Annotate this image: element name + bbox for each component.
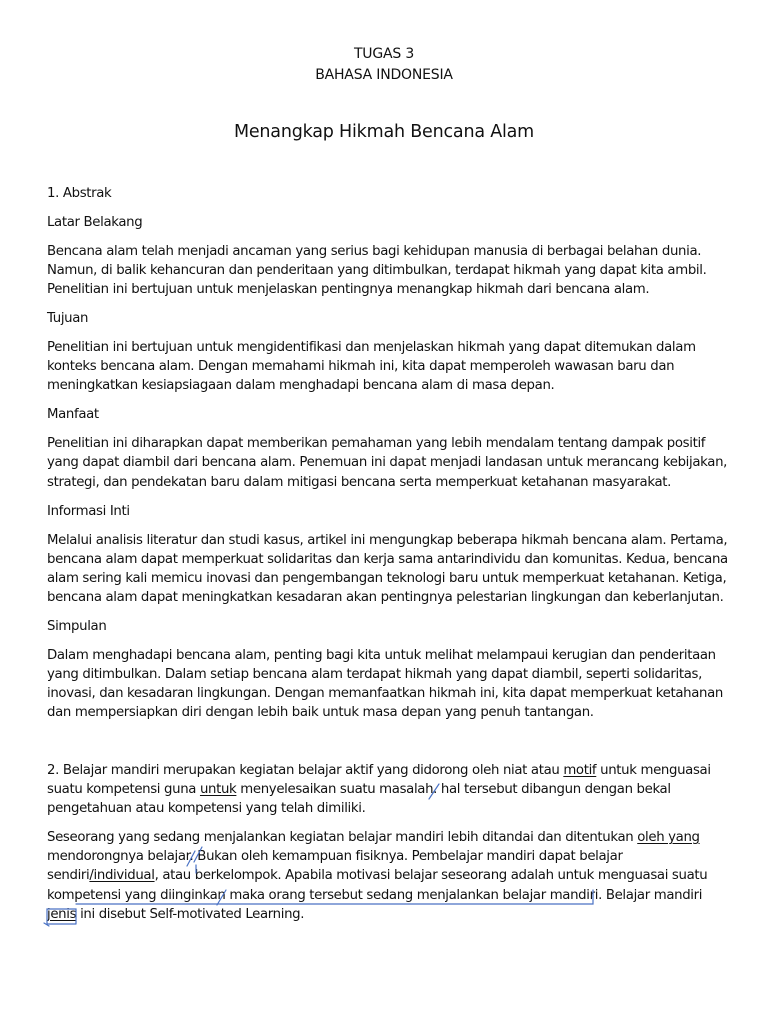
underlined-word: jenis — [47, 907, 77, 922]
paragraph-line: dan mempersiapkan diri dengan lebih baik untuk masa depan yang penuh tantangan. — [47, 705, 594, 720]
assignment-label: TUGAS 3 — [353, 46, 415, 62]
paragraph-line: bencana alam dapat meningkatkan kesadaran akan pentingnya pelestarian lingkungan dan keberlanjutan. — [47, 590, 724, 605]
text-run: 2. Belajar mandiri merupakan kegiatan belajar aktif yang didorong oleh niat atau — [47, 763, 564, 778]
text-run: menyelesaikan suatu masalah. hal tersebut dibangun dengan bekal — [236, 782, 671, 797]
subheading-manfaat: Manfaat — [47, 407, 99, 422]
paragraph-line — [47, 761, 711, 780]
text-run: , atau berkelompok. Apabila motivasi belajar seseorang adalah untuk menguasai suatu — [154, 868, 708, 883]
paragraph-line — [47, 828, 700, 847]
paragraph-line: Melalui analisis literatur dan studi kasus, artikel ini mengungkap beberapa hikmah bencana alam. Pertama, — [47, 533, 728, 548]
subheading-informasi-inti: Informasi Inti — [47, 504, 130, 519]
text-run: Seseorang yang sedang menjalankan kegiatan belajar mandiri lebih ditandai dan ditentukan — [47, 830, 638, 845]
section-heading-abstrak: 1. Abstrak — [47, 186, 112, 201]
paragraph-line: Penelitian ini bertujuan untuk menjelaskan pentingnya menangkap hikmah dari bencana alam. — [47, 282, 650, 297]
document-title: Menangkap Hikmah Bencana Alam — [233, 122, 535, 142]
paragraph-line: Namun, di balik kehancuran dan penderitaan yang ditimbulkan, terdapat hikmah yang dapat kita ambil. — [47, 263, 707, 278]
paragraph-line — [47, 780, 671, 799]
subheading-latar-belakang: Latar Belakang — [47, 215, 143, 230]
subheading-simpulan: Simpulan — [47, 619, 107, 634]
subject-label: BAHASA INDONESIA — [315, 67, 453, 83]
paragraph-line: Bencana alam telah menjadi ancaman yang serius bagi kehidupan manusia di berbagai belahan dunia. — [47, 244, 702, 259]
paragraph-line: alam sering kali memicu inovasi dan pengembangan teknologi baru untuk memperkuat ketahanan. Ketiga, — [47, 571, 727, 586]
paragraph-line: yang ditimbulkan. Dalam setiap bencana alam terdapat hikmah yang dapat diambil, seperti solidaritas, — [47, 667, 703, 682]
underlined-word: oleh yang — [637, 830, 700, 845]
underlined-word: motif — [563, 763, 597, 778]
paragraph-line: inovasi, dan kesadaran lingkungan. Dengan memanfaatkan hikmah ini, kita dapat memperkuat ketahanan — [47, 686, 723, 701]
paragraph-line: yang dapat diambil dari bencana alam. Penemuan ini dapat menjadi landasan untuk merancang kebijakan, — [47, 455, 728, 470]
paragraph-line: strategi, dan pendekatan baru dalam mitigasi bencana serta memperkuat ketahanan masyarakat. — [47, 475, 671, 490]
text-run: untuk menguasai — [596, 763, 711, 778]
paragraph-line — [47, 905, 304, 924]
paragraph-line: bencana alam dapat memperkuat solidaritas dan kerja sama antarindividu dan komunitas. Kedua, bencana — [47, 552, 728, 567]
paragraph-line: kompetensi yang diinginkan maka orang tersebut sedang menjalankan belajar mandiri. Belajar mandiri — [47, 888, 703, 903]
paragraph-line: mendorongnya belajar. Bukan oleh kemampuan fisiknya. Pembelajar mandiri dapat belajar — [47, 849, 623, 864]
paragraph-line: Penelitian ini bertujuan untuk mengidentifikasi dan menjelaskan hikmah yang dapat ditemukan dalam — [47, 340, 696, 355]
paragraph-line: meningkatkan kesiapsiagaan dalam menghadapi bencana alam di masa depan. — [47, 378, 555, 393]
paragraph-line: Penelitian ini diharapkan dapat memberikan pemahaman yang lebih mendalam tentang dampak positif — [47, 436, 706, 451]
text-run: suatu kompetensi guna — [47, 782, 200, 797]
paragraph-line: pengetahuan atau kompetensi yang telah dimiliki. — [47, 801, 366, 816]
paragraph-line — [47, 866, 707, 885]
text-run: ini disebut Self-motivated Learning. — [76, 907, 305, 922]
paragraph-line: konteks bencana alam. Dengan memahami hikmah ini, kita dapat memperoleh wawasan baru dan — [47, 359, 675, 374]
underlined-word: untuk — [199, 782, 237, 797]
text-run: sendiri — [47, 868, 90, 883]
underlined-word: /individual — [89, 868, 155, 883]
paragraph-line: Dalam menghadapi bencana alam, penting bagi kita untuk melihat melampaui kerugian dan penderitaan — [47, 648, 716, 663]
subheading-tujuan: Tujuan — [47, 311, 89, 326]
